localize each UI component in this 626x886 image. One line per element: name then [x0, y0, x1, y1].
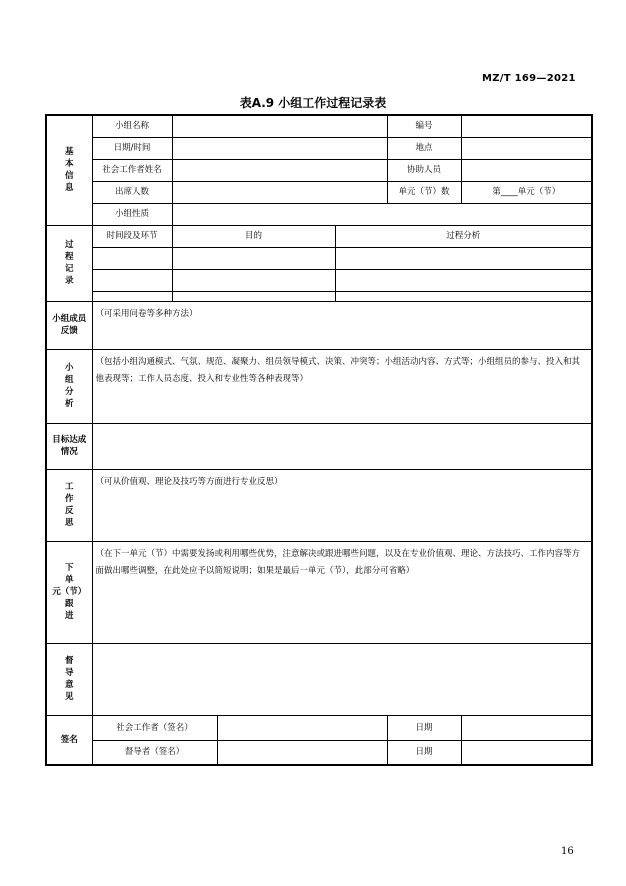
col-time-header: 时间段及环节 — [92, 225, 172, 247]
process-purpose-cell[interactable] — [172, 291, 335, 301]
group-nature-field[interactable] — [172, 203, 592, 225]
supervision-field[interactable] — [92, 643, 592, 715]
number-field[interactable] — [461, 115, 592, 137]
followup-field[interactable]: （在下一单元（节）中需要发扬或利用哪些优势，注意解决或跟进哪些问题，以及在专业价值观、理论、方法技巧、工作内容等方面做出哪些调整，在此处应予以简短说明；如果是最后一单元（节），此部分可省略） — [92, 541, 592, 643]
assistant-field[interactable] — [461, 159, 592, 181]
group-work-record-table — [45, 114, 593, 766]
supervisor-sign-field[interactable] — [217, 740, 387, 765]
group-analysis-field[interactable]: （包括小组沟通模式、气氛、规范、凝聚力、组员领导模式、决策、冲突等；小组活动内容、方式等；小组组员的参与、投入和其他表现等；工作人员态度、投入和专业性等各种表现等） — [92, 349, 592, 423]
process-analysis-cell[interactable] — [335, 247, 592, 269]
worker-name-field[interactable] — [172, 159, 387, 181]
followup-label: 下 单 元（节） 跟 进 — [46, 541, 92, 643]
date-field[interactable] — [461, 715, 592, 740]
date-label: 日期 — [387, 740, 461, 765]
assistant-label: 协助人员 — [387, 159, 461, 181]
date-label: 日期 — [387, 715, 461, 740]
supervision-label: 督 导 意 见 — [46, 643, 92, 715]
supervisor-sign-label: 督导者（签名） — [92, 740, 217, 765]
group-name-label: 小组名称 — [92, 115, 172, 137]
attendance-field[interactable] — [172, 181, 387, 203]
group-analysis-label: 小 组 分 析 — [46, 349, 92, 423]
basic-info-label: 基 本 信 息 — [46, 115, 92, 225]
standard-code: MZ/T 169—2021 — [482, 73, 576, 84]
signature-label: 签名 — [46, 715, 92, 765]
number-label: 编号 — [387, 115, 461, 137]
datetime-label: 日期/时间 — [92, 137, 172, 159]
group-name-field[interactable] — [172, 115, 387, 137]
process-purpose-cell[interactable] — [172, 247, 335, 269]
reflection-label: 工 作 反 思 — [46, 469, 92, 541]
unit-nth-label[interactable]: 第____单元（节） — [461, 181, 592, 203]
process-analysis-cell[interactable] — [335, 269, 592, 291]
process-purpose-cell[interactable] — [172, 269, 335, 291]
process-time-cell[interactable] — [92, 291, 172, 301]
location-label: 地点 — [387, 137, 461, 159]
col-purpose-header: 目的 — [172, 225, 335, 247]
feedback-label: 小组成员反馈 — [46, 301, 92, 349]
process-time-cell[interactable] — [92, 247, 172, 269]
goal-field[interactable] — [92, 423, 592, 469]
reflection-field[interactable]: （可从价值观、理论及技巧等方面进行专业反思） — [92, 469, 592, 541]
goal-label: 目标达成情况 — [46, 423, 92, 469]
unit-count-label: 单元（节）数 — [387, 181, 461, 203]
date-field[interactable] — [461, 740, 592, 765]
page-number: 16 — [561, 846, 574, 857]
process-record-label: 过 程 记 录 — [46, 225, 92, 301]
worker-sign-field[interactable] — [217, 715, 387, 740]
datetime-field[interactable] — [172, 137, 387, 159]
col-analysis-header: 过程分析 — [335, 225, 592, 247]
attendance-label: 出席人数 — [92, 181, 172, 203]
process-time-cell[interactable] — [92, 269, 172, 291]
process-analysis-cell[interactable] — [335, 291, 592, 301]
group-nature-label: 小组性质 — [92, 203, 172, 225]
feedback-field[interactable]: （可采用问卷等多种方法） — [92, 301, 592, 349]
worker-sign-label: 社会工作者（签名） — [92, 715, 217, 740]
location-field[interactable] — [461, 137, 592, 159]
worker-name-label: 社会工作者姓名 — [92, 159, 172, 181]
table-title: 表A.9 小组工作过程记录表 — [239, 96, 387, 110]
